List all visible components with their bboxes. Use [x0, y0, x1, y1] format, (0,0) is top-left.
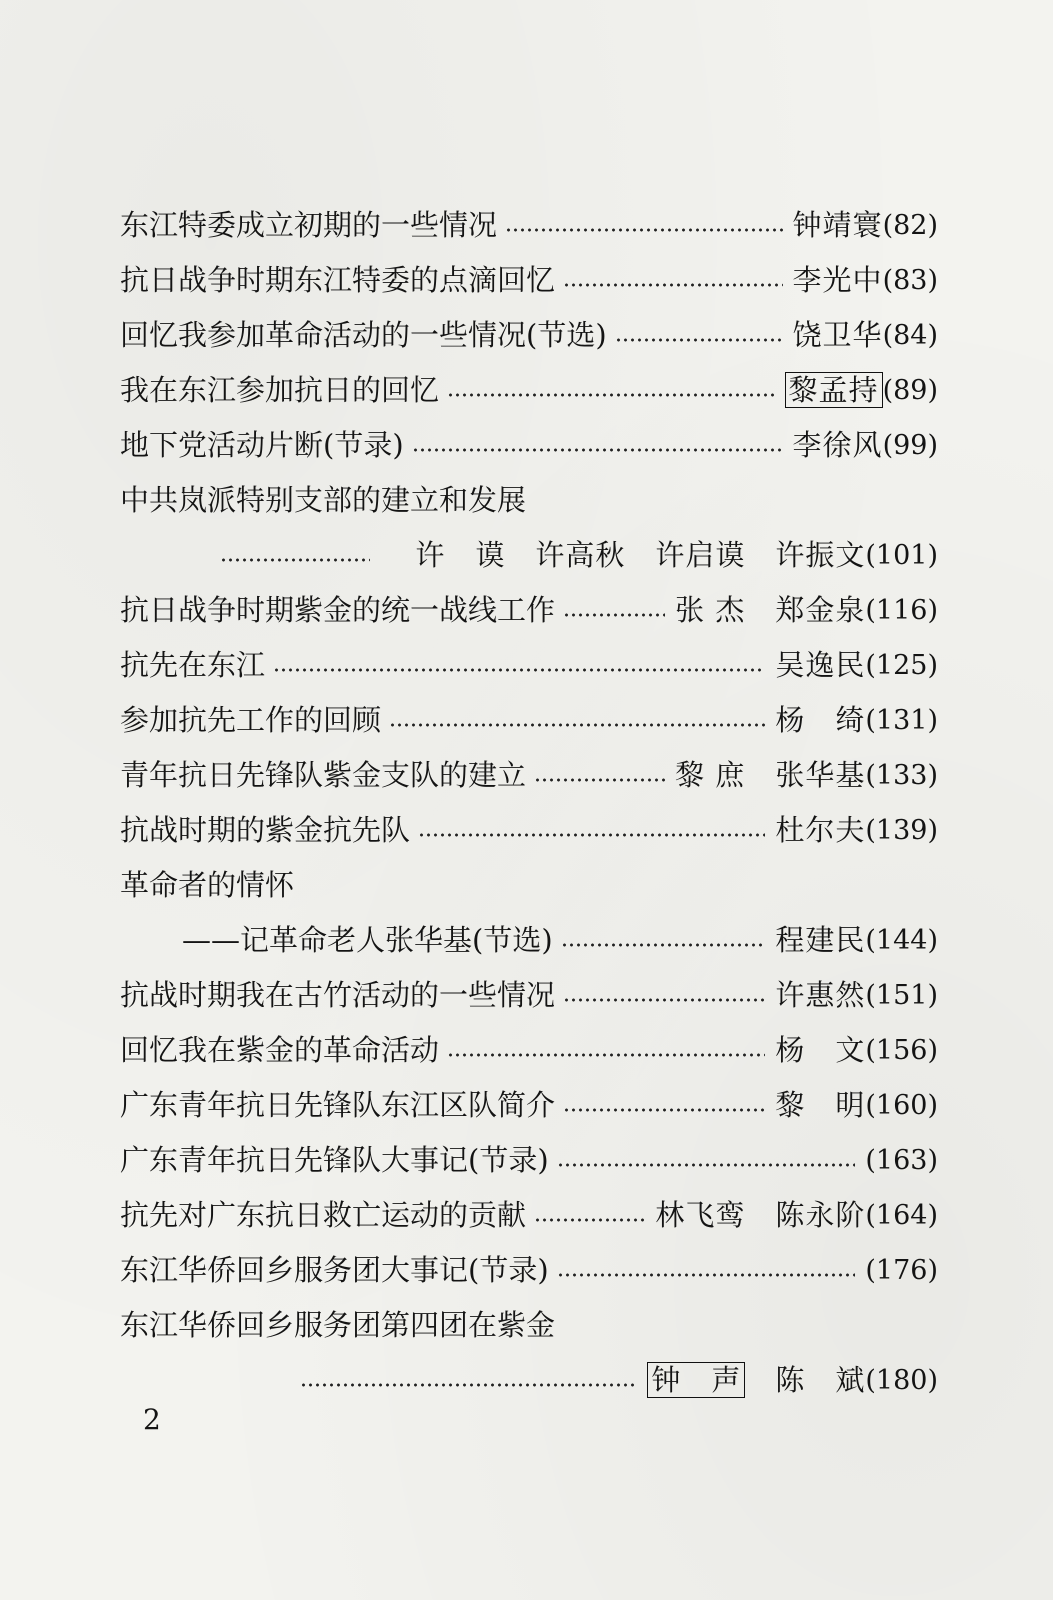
toc-entry[interactable]	[120, 1243, 938, 1298]
toc-entry-authors: 饶卫华	[792, 318, 883, 352]
dot-leader	[615, 338, 783, 342]
dot-leader	[418, 833, 765, 837]
table-of-contents	[120, 198, 938, 1408]
toc-entry[interactable]	[120, 1023, 938, 1078]
toc-entry[interactable]	[120, 363, 938, 418]
toc-entry[interactable]	[120, 418, 938, 473]
toc-entry-page: (82)	[882, 210, 938, 241]
toc-entry[interactable]	[120, 583, 938, 638]
toc-entry-title: 我在东江参加抗日的回忆	[120, 373, 440, 407]
toc-entry[interactable]	[120, 803, 938, 858]
dot-leader	[557, 1273, 856, 1277]
toc-entry-authors: 杨 文	[775, 1033, 866, 1067]
toc-entry[interactable]	[120, 198, 938, 253]
toc-entry-page: (116)	[865, 595, 938, 626]
toc-entry-continuation[interactable]	[120, 913, 938, 968]
toc-entry-page: (176)	[865, 1255, 938, 1286]
dot-leader	[563, 283, 783, 287]
toc-entry-page: (156)	[865, 1035, 938, 1066]
toc-entry-authors: 吴逸民	[775, 648, 866, 682]
toc-entry-title-line[interactable]	[120, 473, 938, 528]
toc-entry-authors: 李徐风	[792, 428, 883, 462]
toc-entry-title: 抗先对广东抗日救亡运动的贡献	[120, 1198, 527, 1232]
toc-entry-title: 抗战时期我在古竹活动的一些情况	[120, 978, 556, 1012]
toc-entry[interactable]	[120, 748, 938, 803]
dot-leader	[447, 393, 775, 397]
toc-entry[interactable]	[120, 308, 938, 363]
toc-entry-title: 回忆我在紫金的革命活动	[120, 1033, 440, 1067]
toc-entry-page: (133)	[865, 760, 938, 791]
toc-entry-title: 抗日战争时期紫金的统一战线工作	[120, 593, 556, 627]
toc-entry-authors: 许惠然	[775, 978, 866, 1012]
toc-entry-page: (99)	[882, 430, 938, 461]
page-number: 2	[143, 1403, 161, 1436]
toc-entry-authors	[785, 373, 883, 407]
toc-entry[interactable]	[120, 968, 938, 1023]
toc-entry-page: (163)	[865, 1145, 938, 1176]
toc-entry-continuation[interactable]	[120, 528, 938, 583]
toc-entry-authors: 程建民	[775, 923, 866, 957]
toc-entry-authors	[647, 1363, 866, 1397]
author-name: 陈 斌	[775, 1363, 866, 1397]
toc-entry[interactable]	[120, 1188, 938, 1243]
toc-entry-page: (84)	[882, 320, 938, 351]
dot-leader	[447, 1053, 765, 1057]
boxed-author-name: 黎孟持	[785, 372, 883, 408]
toc-entry-title: 东江特委成立初期的一些情况	[120, 208, 498, 242]
toc-entry-title-line[interactable]	[120, 1298, 938, 1353]
toc-entry-title: 东江华侨回乡服务团大事记(节录)	[120, 1253, 549, 1287]
dot-leader	[563, 613, 665, 617]
toc-entry-page: (101)	[865, 540, 938, 571]
toc-entry-title-line[interactable]	[120, 858, 938, 913]
toc-entry-page: (151)	[865, 980, 938, 1011]
toc-entry-page: (180)	[865, 1365, 938, 1396]
toc-entry[interactable]	[120, 253, 938, 308]
toc-entry-page: (160)	[865, 1090, 938, 1121]
toc-entry-subtitle: ——记革命老人张华基(节选)	[182, 923, 553, 957]
toc-entry-title: 回忆我参加革命活动的一些情况(节选)	[120, 318, 607, 352]
dot-leader	[534, 778, 665, 782]
toc-entry-authors: 黎 庶 张华基	[675, 758, 866, 792]
toc-entry-authors: 林飞鸾 陈永阶	[655, 1198, 866, 1232]
dot-leader	[412, 448, 783, 452]
toc-entry-title: 参加抗先工作的回顾	[120, 703, 382, 737]
toc-entry-continuation[interactable]	[120, 1353, 938, 1408]
toc-entry-page: (125)	[865, 650, 938, 681]
toc-entry-title: 中共岚派特别支部的建立和发展	[120, 483, 527, 517]
toc-entry[interactable]	[120, 1078, 938, 1133]
toc-entry-title: 抗先在东江	[120, 648, 266, 682]
dot-leader	[505, 228, 783, 232]
toc-entry-page: (164)	[865, 1200, 938, 1231]
toc-entry-authors: 杨 绮	[775, 703, 866, 737]
toc-entry-authors: 杜尔夫	[775, 813, 866, 847]
toc-entry[interactable]	[120, 1133, 938, 1188]
dot-leader	[273, 668, 765, 672]
toc-entry-title: 抗战时期的紫金抗先队	[120, 813, 411, 847]
dot-leader	[561, 943, 766, 947]
toc-entry[interactable]	[120, 638, 938, 693]
toc-entry-page: (131)	[865, 705, 938, 736]
dot-leader	[534, 1218, 645, 1222]
toc-entry-authors: 黎 明	[775, 1088, 866, 1122]
toc-entry-page: (89)	[882, 375, 938, 406]
toc-entry-authors: 张 杰 郑金泉	[675, 593, 866, 627]
dot-leader	[300, 1383, 637, 1387]
toc-entry-page: (139)	[865, 815, 938, 846]
toc-entry-title: 广东青年抗日先锋队东江区队简介	[120, 1088, 556, 1122]
toc-entry-title: 青年抗日先锋队紫金支队的建立	[120, 758, 527, 792]
toc-entry-authors: 李光中	[792, 263, 883, 297]
toc-entry-authors: 钟靖寰	[792, 208, 883, 242]
dot-leader	[563, 998, 765, 1002]
toc-entry[interactable]	[120, 693, 938, 748]
dot-leader	[389, 723, 765, 727]
dot-leader	[557, 1163, 856, 1167]
toc-entry-page: (83)	[882, 265, 938, 296]
toc-entry-title: 革命者的情怀	[120, 868, 295, 902]
boxed-author-name: 钟 声	[647, 1362, 745, 1398]
toc-entry-title: 广东青年抗日先锋队大事记(节录)	[120, 1143, 549, 1177]
toc-entry-title: 东江华侨回乡服务团第四团在紫金	[120, 1308, 556, 1342]
toc-entry-title: 地下党活动片断(节录)	[120, 428, 404, 462]
toc-entry-page: (144)	[865, 925, 938, 956]
dot-leader	[220, 558, 370, 562]
dot-leader	[563, 1108, 765, 1112]
toc-entry-authors: 许 谟 许高秋 许启谟 许振文	[415, 538, 866, 572]
toc-entry-title: 抗日战争时期东江特委的点滴回忆	[120, 263, 556, 297]
